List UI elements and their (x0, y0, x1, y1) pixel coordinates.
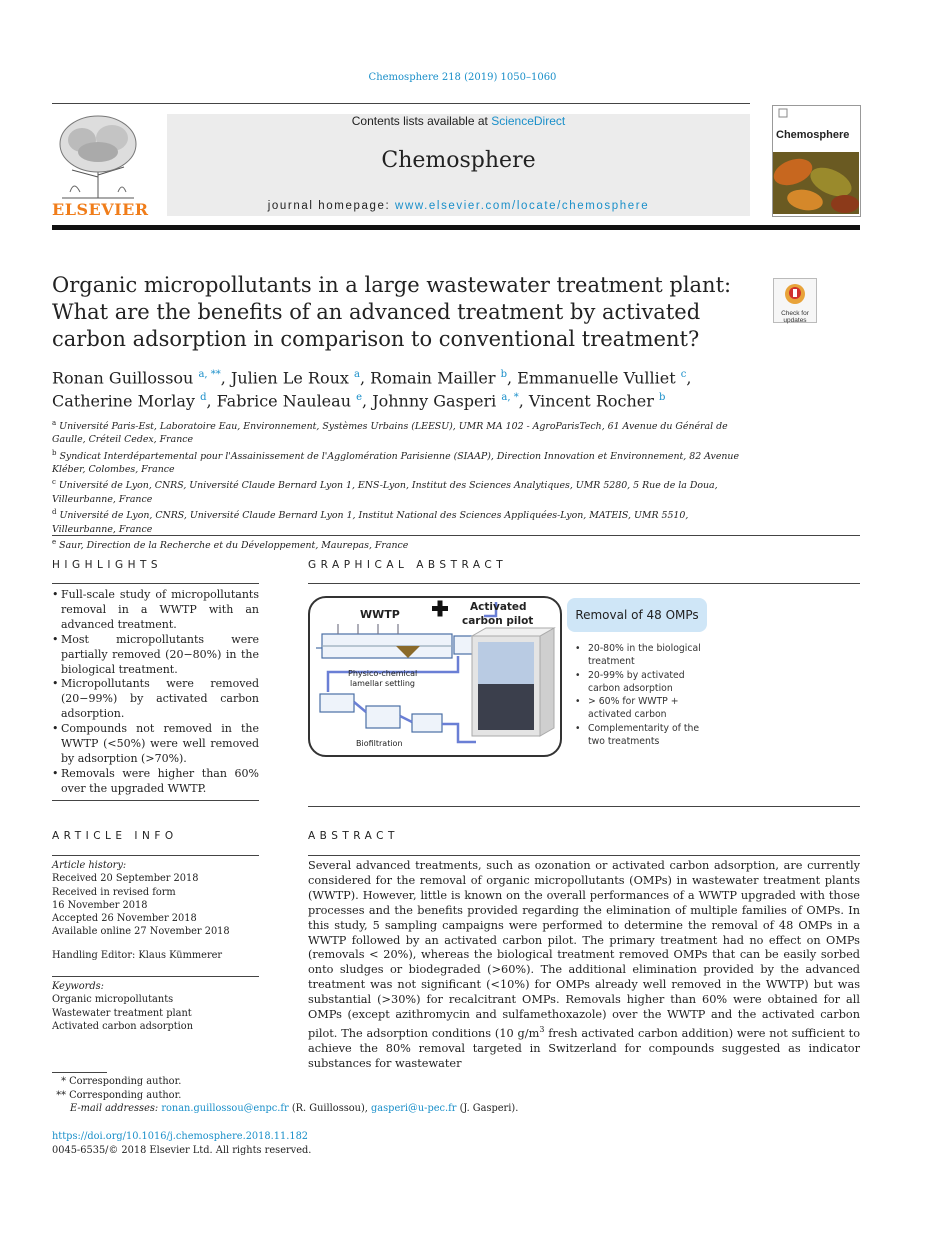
footnote-rule (52, 1072, 107, 1073)
sciencedirect-link[interactable]: ScienceDirect (491, 114, 566, 128)
ga-bullet: • > 60% for WWTP + activated carbon (575, 695, 715, 722)
section-separator (52, 535, 860, 536)
author-affiliation-mark[interactable]: e (356, 392, 363, 404)
author-name[interactable]: Julien Le Roux (230, 368, 349, 388)
affiliation-item: $^b$ Syndicat Interdépartemental pour l'Assainissement de l'Agglomération Parisienne (SIAAP), Direction Innovation et Environnement, 82 Avenue Kléber, Colombes, France (52, 448, 740, 476)
footnote-corresponding-1: * Corresponding author. (61, 1076, 182, 1087)
check-for-updates-badge[interactable] (773, 278, 817, 323)
contents-line: Contents lists available at ScienceDirect (351, 114, 566, 128)
abstract-text: Several advanced treatments, such as ozonation or activated carbon adsorption, are currently considered for the removal of organic micropollutants (OMPs) in wastewater treatment plants (WWTP). However, little is known on the overall performances of a WWTP upgraded with those processes and the benefits provided regarding the elimination of multiple families of OMPs. In this study, 5 sampling campaigns were performed to determine the removal of 48 OMPs in a WWTP followed by an activated carbon pilot. The primary treatment had no effect on OMPs (removals < 20%), whereas the biological treatment removed OMPs that can be easily sorbed onto sludges or biodegraded (>60%). The additional elimination provided by the advanced treatment was not significant (<10%) for OMPs already well removed in the WWTP) but was substantial (>30%) for recalcitrant OMPs. Removals higher than 60% were obtained for all OMPs (except azithromycin and sulfamethoxazole) over the WWTP and the activated carbon pilot. The adsorption conditions (10 $g/m^3$ fresh activated carbon addition) were not sufficient to achieve the 80% removal targeted in Switzerland for compounds suggested as indicator substances for wastewater (308, 859, 860, 1070)
highlight-item: • Most micropollutants were partially removed (20−80%) in the biological treatment. (52, 633, 259, 678)
biofiltration-label: Biofiltration (356, 739, 403, 748)
highlights-heading: HIGHLIGHTS (52, 559, 163, 571)
author-affiliation-mark[interactable]: c (680, 369, 687, 380)
highlight-item: • Removals were higher than 60% over the upgraded WWTP. (52, 767, 259, 797)
affiliations (52, 417, 752, 552)
affiliation-item: $^e$ Saur, Direction de la Recherche et du Développement, Maurepas, France (52, 537, 409, 551)
history-item: Received in revised form (52, 886, 176, 898)
highlight-item: • Compounds not removed in the WWTP (<50%) were well removed by adsorption (>70%). (52, 722, 259, 767)
author-name[interactable]: Emmanuelle Vulliet (517, 368, 676, 388)
article-title: Organic micropollutants in a large wastewater treatment plant: What are the benefits of an advanced treatment by activated carbon adsorption in comparison to conventional treatment? (52, 273, 732, 351)
author-affiliation-mark[interactable]: a, * (501, 392, 519, 404)
cover-leaves-image (773, 152, 859, 214)
highlight-item: • Micropollutants were removed (20−99%) by activated carbon adsorption. (52, 677, 259, 722)
author-affiliation-mark[interactable]: a (354, 369, 360, 380)
cover-logo-icon (778, 108, 788, 118)
affiliation-item: $^a$ Université Paris-Est, Laboratoire Eau, Environnement, Systèmes Urbains (LEESU), UMR MA 102 - AgroParisTech, 61 Avenue du Général de Gaulle, Créteil Cedex, France (52, 419, 728, 446)
keyword-item: Organic micropollutants (52, 994, 174, 1006)
journal-reference-link[interactable]: Chemosphere 218 (2019) 1050–1060 (368, 72, 557, 83)
keywords (52, 980, 193, 1033)
abstract-heading: ABSTRACT (308, 830, 399, 842)
check-updates-label: Check for updates (781, 310, 809, 324)
author-name[interactable]: Catherine Morlay (52, 391, 195, 411)
handling-editor: Handling Editor: Klaus Kümmerer (52, 950, 223, 961)
author-affiliation-mark[interactable]: b (500, 369, 507, 380)
history-item: Received 20 September 2018 (52, 873, 199, 885)
author-name[interactable]: Vincent Rocher (528, 391, 654, 411)
copyright-line: 0045-6535/© 2018 Elsevier Ltd. All rights reserved. (52, 1145, 312, 1156)
removal-title-pill: Removal of 48 OMPs (567, 598, 707, 632)
history-item: Accepted 26 November 2018 (52, 913, 197, 925)
graphical-abstract-bullets (575, 642, 715, 748)
ga-bullet: • 20-99% by activated carbon adsorption (575, 669, 715, 696)
wwtp-label: WWTP (360, 608, 400, 621)
history-label: Article history: (52, 860, 127, 871)
keyword-item: Wastewater treatment plant (52, 1007, 192, 1019)
abstract-rule (308, 855, 860, 856)
author-list: Ronan Guillossou $^{a, **}$, Julien Le Roux $^a$, Romain Mailler $^b$, Emmanuelle Vulliet $^c$, Catherine Morlay $^d$, Fabrice Nauleau $^e$, Johnny Gasperi $^{a, *}$, Vincent Rocher $^b$ (52, 368, 692, 411)
footnote-corresponding-2: ** Corresponding author. (56, 1090, 182, 1101)
author-name[interactable]: Johnny Gasperi (372, 391, 497, 411)
email-link-gasperi[interactable]: gasperi@u-pec.fr (371, 1103, 457, 1114)
header-thick-rule (52, 225, 860, 230)
graphical-abstract-heading: GRAPHICAL ABSTRACT (308, 559, 508, 571)
author-affiliation-mark[interactable]: b (658, 392, 666, 404)
article-history (52, 859, 230, 939)
ga-bullet: • 20-80% in the biological treatment (575, 642, 715, 669)
treatment-schematic (308, 596, 562, 757)
history-item: 16 November 2018 (52, 899, 148, 911)
graphical-abstract-bottom-rule (308, 806, 860, 807)
ga-bullet: • Complementarity of the two treatments (575, 722, 715, 749)
doi-link[interactable]: https://doi.org/10.1016/j.chemosphere.2018.11.182 (52, 1131, 309, 1142)
header-top-rule (52, 103, 750, 104)
keywords-label: Keywords: (52, 981, 104, 992)
affiliation-item: $^c$ Université de Lyon, CNRS, Université Claude Bernard Lyon 1, ENS-Lyon, Institut des Sciences Analytiques, UMR 5280, 5 Rue de la Doua, Villeurbanne, France (52, 478, 718, 505)
highlights-list (52, 588, 259, 797)
elsevier-wordmark: ELSEVIER (52, 200, 149, 219)
keywords-rule (52, 976, 259, 977)
keyword-item: Activated carbon adsorption (52, 1020, 194, 1032)
pilot-label-line2: carbon pilot (462, 615, 534, 627)
article-info-rule (52, 855, 259, 856)
journal-name: Chemosphere (381, 148, 536, 173)
author-name[interactable]: Romain Mailler (370, 368, 496, 388)
journal-homepage-link[interactable]: www.elsevier.com/locate/chemosphere (395, 200, 650, 212)
article-info-heading: ARTICLE INFO (52, 830, 178, 842)
check-updates-icon (783, 282, 807, 306)
graphical-abstract-rule (308, 583, 860, 584)
settling-label-line1: Physico-chemical (348, 669, 418, 678)
author-affiliation-mark[interactable]: a, ** (198, 369, 221, 380)
author-name[interactable]: Ronan Guillossou (52, 368, 194, 388)
plus-icon (432, 601, 448, 617)
author-affiliation-mark[interactable]: d (200, 392, 207, 404)
author-name[interactable]: Fabrice Nauleau (216, 391, 351, 411)
highlights-bottom-rule (52, 800, 259, 801)
history-item: Available online 27 November 2018 (52, 926, 230, 938)
affiliation-item: $^d$ Université de Lyon, CNRS, Université Claude Bernard Lyon 1, Institut National des Sciences Appliquées-Lyon, MATEIS, UMR 5510, Villeurbanne, France (52, 508, 689, 535)
elsevier-tree-logo (52, 112, 144, 200)
email-link-guillossou[interactable]: ronan.guillossou@enpc.fr (161, 1103, 289, 1114)
highlight-item: • Full-scale study of micropollutants removal in a WWTP with an advanced treatment. (52, 588, 259, 633)
cover-journal-title: Chemosphere (776, 129, 850, 141)
footnote-emails: E-mail addresses: ronan.guillossou@enpc.fr (R. Guillossou), gasperi@u-pec.fr (J. Gasperi). (70, 1103, 519, 1114)
journal-homepage-line: journal homepage: www.elsevier.com/locate/chemosphere (267, 200, 650, 212)
settling-label-line2: lamellar settling (350, 679, 415, 688)
highlights-rule (52, 583, 259, 584)
pilot-label-line1: Activated (470, 601, 527, 613)
